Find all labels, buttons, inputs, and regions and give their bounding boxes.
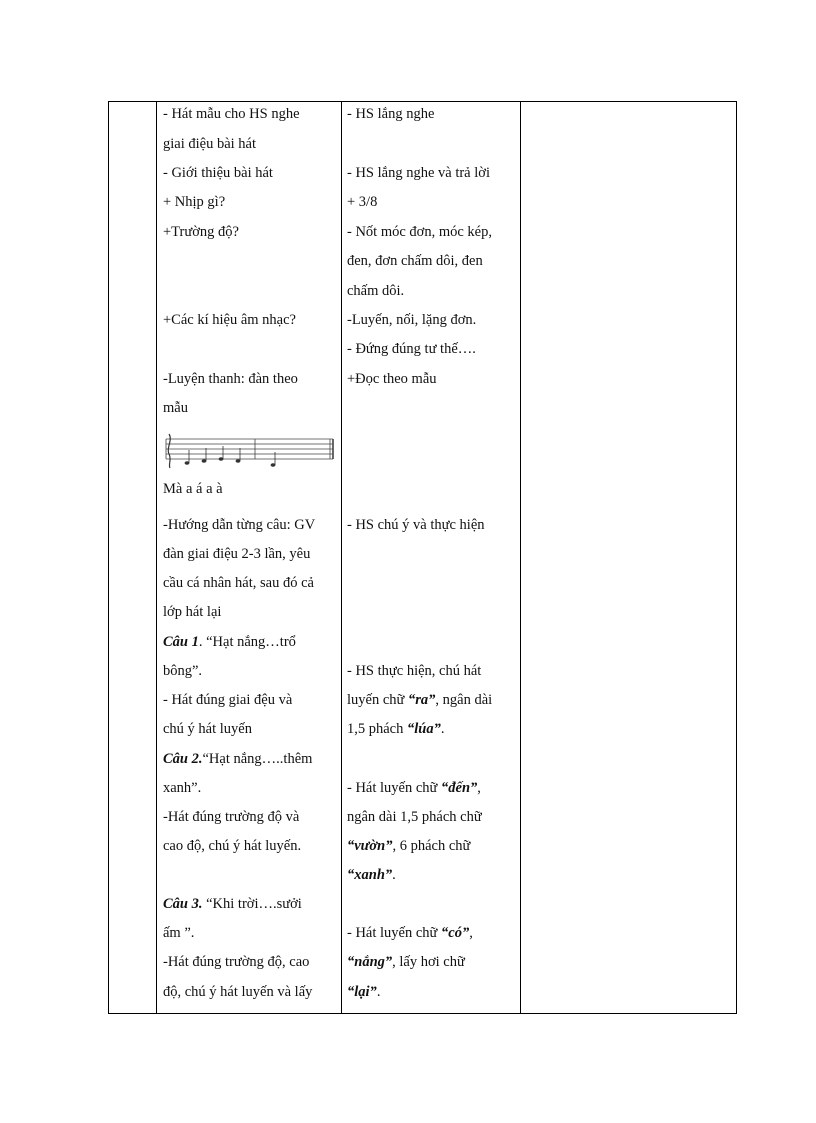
text-line: - Đứng đúng tư thế…. — [347, 341, 476, 357]
text-run: 1,5 phách — [347, 721, 407, 737]
text-line: - HS lắng nghe và trả lời — [347, 165, 490, 181]
verse-1-heading — [163, 633, 296, 651]
text-run: . — [376, 984, 381, 1000]
column-divider — [520, 102, 521, 1013]
verse-2-heading — [163, 750, 312, 768]
text-run: luyến chữ — [347, 692, 409, 708]
text-run: - Hát luyến chữ — [347, 780, 442, 796]
verse-3-heading — [163, 895, 302, 913]
emphasis-word: “ra” — [408, 692, 436, 708]
text-line: - Hát đúng giai đệu và — [163, 692, 293, 708]
text-line: chấm dôi. — [347, 283, 405, 299]
verse-label: Câu 3. — [163, 896, 203, 912]
text-line — [347, 779, 481, 797]
text-run: , lấy hơi chữ — [392, 954, 465, 970]
text-line: ấm ”. — [163, 925, 195, 941]
text-line: - HS lắng nghe — [347, 106, 435, 122]
verse-label: Câu 1 — [163, 634, 199, 650]
text-line: bông”. — [163, 663, 203, 679]
text-line: mẫu — [163, 400, 188, 416]
text-line — [347, 720, 444, 738]
text-line: xanh”. — [163, 780, 202, 796]
text-line: -Hướng dẫn từng câu: GV — [163, 517, 316, 533]
text-line — [347, 983, 380, 1001]
verse-label: Câu 2. — [163, 751, 203, 767]
text-run: . — [392, 867, 396, 883]
text-line: giai điệu bài hát — [163, 136, 257, 152]
music-staff-image — [163, 430, 335, 472]
text-line: -Hát đúng trường độ, cao — [163, 954, 310, 970]
text-line — [347, 924, 473, 942]
text-line: đàn giai điệu 2-3 lần, yêu — [163, 546, 311, 562]
text-line: +Các kí hiệu âm nhạc? — [163, 312, 296, 328]
emphasis-word: “nắng” — [347, 954, 393, 970]
text-line — [347, 691, 492, 709]
text-line: +Đọc theo mẫu — [347, 371, 437, 387]
emphasis-word: “vườn” — [347, 838, 393, 854]
emphasis-word: “xanh” — [347, 867, 393, 883]
emphasis-word: “có” — [441, 925, 470, 941]
text-line — [347, 953, 465, 971]
text-line: cầu cá nhân hát, sau đó cả — [163, 575, 314, 591]
text-run: , — [477, 780, 481, 796]
emphasis-word: “lúa” — [407, 721, 441, 737]
text-line: - Nốt móc đơn, móc kép, — [347, 224, 492, 240]
text-line: - HS thực hiện, chú hát — [347, 663, 482, 679]
text-line: -Luyện thanh: đàn theo — [163, 371, 298, 387]
text-line — [347, 866, 396, 884]
text-run: , — [469, 925, 473, 941]
column-divider — [156, 102, 157, 1013]
verse-text: . “Hạt nắng…trổ — [198, 634, 296, 650]
text-run: - Hát luyến chữ — [347, 925, 442, 941]
text-line: -Luyến, nối, lặng đơn. — [347, 312, 477, 328]
text-line: + Nhịp gì? — [163, 194, 226, 210]
text-line: +Trường độ? — [163, 224, 239, 240]
text-line: cao độ, chú ý hát luyến. — [163, 838, 302, 854]
emphasis-word: “lại” — [347, 984, 377, 1000]
text-line: chú ý hát luyến — [163, 721, 252, 737]
text-line: ngân dài 1,5 phách chữ — [347, 809, 482, 825]
text-line: lớp hát lại — [163, 604, 222, 620]
text-line: - Giới thiệu bài hát — [163, 165, 273, 181]
text-line: độ, chú ý hát luyến và lấy — [163, 984, 313, 1000]
emphasis-word: “đến” — [441, 780, 478, 796]
solfege-syllables: Mà a á a à — [163, 481, 223, 497]
text-run: , 6 phách chữ — [392, 838, 471, 854]
text-run: , ngân dài — [435, 692, 493, 708]
text-line: đen, đơn chấm dôi, đen — [347, 253, 483, 269]
verse-text: “Khi trời….sưởi — [202, 896, 302, 912]
text-line — [347, 837, 470, 855]
text-line: - HS chú ý và thực hiện — [347, 517, 485, 533]
text-run: . — [440, 721, 445, 737]
verse-text: “Hạt nắng…..thêm — [202, 751, 313, 767]
text-line: - Hát mẫu cho HS nghe — [163, 106, 300, 122]
text-line: -Hát đúng trường độ và — [163, 809, 300, 825]
text-line: + 3/8 — [347, 194, 378, 210]
column-divider — [341, 102, 342, 1013]
